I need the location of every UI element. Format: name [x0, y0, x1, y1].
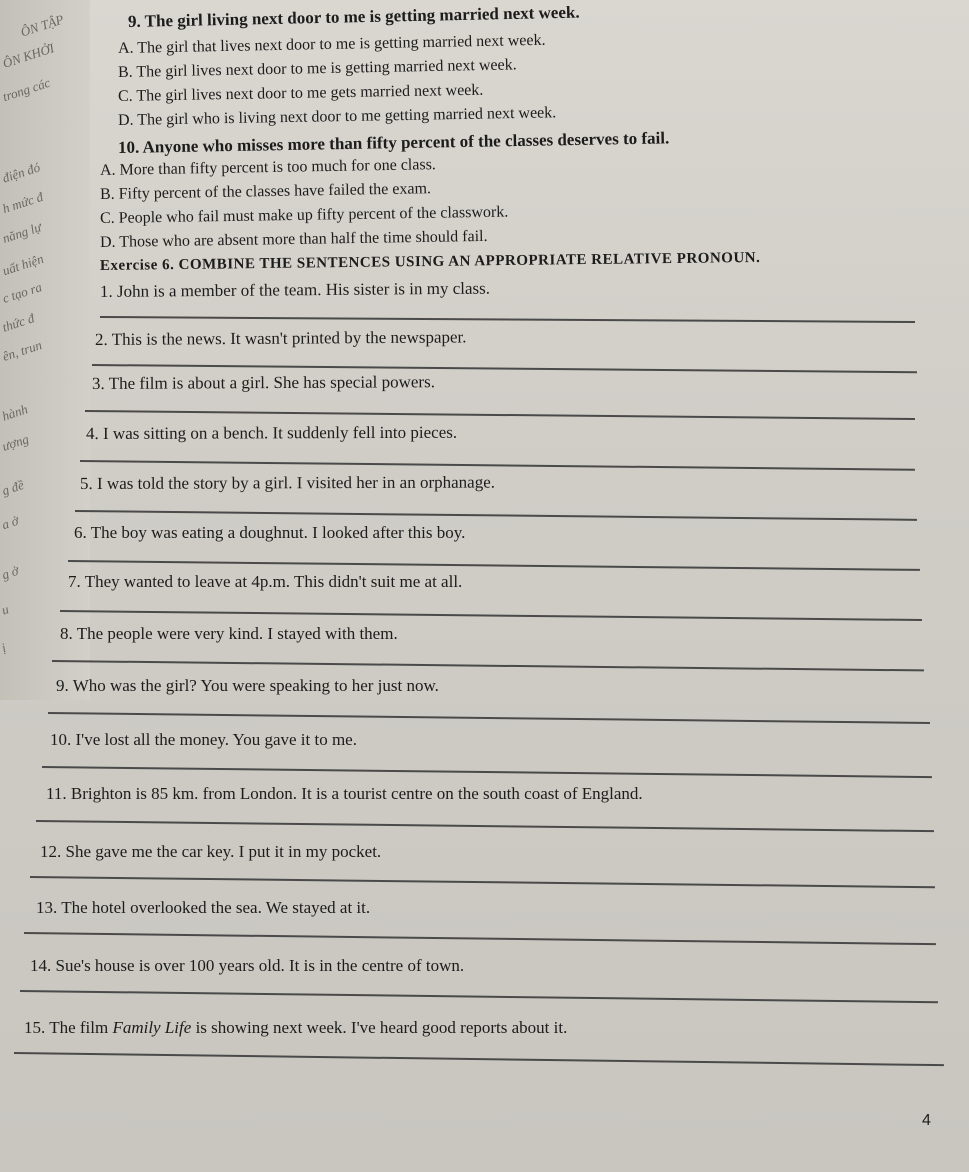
margin-fragment: điện đó: [0, 159, 42, 186]
margin-fragment: năng lự: [0, 219, 44, 246]
margin-fragment: hành: [0, 401, 30, 424]
question-9-option-c: C. The girl lives next door to me gets married next week.: [117, 81, 484, 105]
exercise-item-8: 8. The people were very kind. I stayed with them.: [60, 624, 398, 643]
exercise-item-7: 7. They wanted to leave at 4p.m. This didn't suit me at all.: [68, 572, 463, 591]
answer-line[interactable]: [20, 990, 938, 1003]
margin-fragment: ÔN KHỞI: [0, 40, 56, 71]
page-number: 4: [922, 1112, 931, 1129]
margin-fragment: thức đ: [0, 310, 37, 335]
exercise-item-1: 1. John is a member of the team. His sister is in my class.: [99, 278, 491, 301]
question-9-option-a: A. The girl that lives next door to me is getting married next week.: [117, 31, 546, 57]
exercise-item-13: 13. The hotel overlooked the sea. We stayed at it.: [36, 898, 371, 917]
answer-line[interactable]: [100, 316, 915, 322]
answer-line[interactable]: [68, 560, 920, 570]
margin-fragment: ên, trun: [0, 337, 44, 364]
answer-line[interactable]: [60, 610, 922, 621]
answer-line[interactable]: [52, 660, 924, 671]
margin-fragment: ị: [0, 639, 8, 656]
answer-line[interactable]: [85, 410, 915, 419]
margin-fragment: trong các: [0, 74, 52, 105]
answer-line[interactable]: [14, 1052, 944, 1066]
answer-line[interactable]: [75, 510, 917, 520]
answer-line[interactable]: [24, 932, 936, 945]
question-10-option-a: A. More than fifty percent is too much for one class.: [99, 156, 436, 179]
question-10: 10. Anyone who misses more than fifty percent of the classes deserves to fail.: [117, 128, 670, 157]
film-title: Family Life: [112, 1018, 192, 1037]
question-9: 9. The girl living next door to me is getting married next week.: [127, 2, 580, 31]
exercise-item-12: 12. She gave me the car key. I put it in my pocket.: [40, 842, 382, 861]
answer-line[interactable]: [48, 712, 930, 724]
question-9-option-d: D. The girl who is living next door to me getting married next week.: [117, 104, 557, 129]
exercise-item-11: 11. Brighton is 85 km. from London. It is a tourist centre on the south coast of England.: [46, 784, 643, 803]
question-10-option-b: B. Fifty percent of the classes have failed the exam.: [99, 180, 432, 203]
question-9-option-b: B. The girl lives next door to me is getting married next week.: [117, 56, 517, 81]
answer-line[interactable]: [30, 876, 935, 888]
margin-fragment: g đề: [0, 476, 26, 499]
exercise-item-14: 14. Sue's house is over 100 years old. It is in the centre of town.: [30, 956, 465, 975]
item-15-suffix: is showing next week. I've heard good reports about it.: [191, 1018, 568, 1037]
answer-line[interactable]: [92, 364, 917, 373]
margin-fragment: a ở: [0, 512, 21, 533]
margin-fragment: ượng: [0, 431, 31, 454]
answer-line[interactable]: [36, 820, 934, 832]
margin-fragment: uất hiện: [0, 250, 46, 279]
margin-fragment: c tạo ra: [0, 279, 44, 306]
answer-line[interactable]: [42, 766, 932, 778]
margin-fragment: h mức đ: [0, 188, 45, 217]
exercise-item-5: 5. I was told the story by a girl. I visited her in an orphanage.: [79, 472, 496, 493]
answer-line[interactable]: [80, 460, 915, 470]
exercise-item-3: 3. The film is about a girl. She has special powers.: [91, 372, 435, 393]
exercise-item-15: [24, 1018, 567, 1038]
margin-fragment: g ở: [0, 562, 21, 583]
exercise-item-6: 6. The boy was eating a doughnut. I looked after this boy.: [74, 523, 466, 542]
exercise-item-4: 4. I was sitting on a bench. It suddenly fell into pieces.: [85, 422, 458, 443]
exercise-item-2: 2. This is the news. It wasn't printed by the newspaper.: [94, 327, 467, 349]
exercise-title: Exercise 6. COMBINE THE SENTENCES USING AN APPROPRIATE RELATIVE PRONOUN.: [99, 249, 761, 274]
question-10-option-c: C. People who fail must make up fifty percent of the classwork.: [99, 203, 509, 227]
exercise-item-9: 9. Who was the girl? You were speaking to her just now.: [56, 676, 439, 695]
margin-fragment: u: [0, 601, 11, 618]
item-15-prefix: 15. The film: [24, 1018, 113, 1037]
exercise-item-10: 10. I've lost all the money. You gave it to me.: [50, 730, 357, 749]
margin-fragment: ÔN TẬP: [18, 11, 66, 40]
question-10-option-d: D. Those who are absent more than half the time should fail.: [99, 227, 488, 251]
